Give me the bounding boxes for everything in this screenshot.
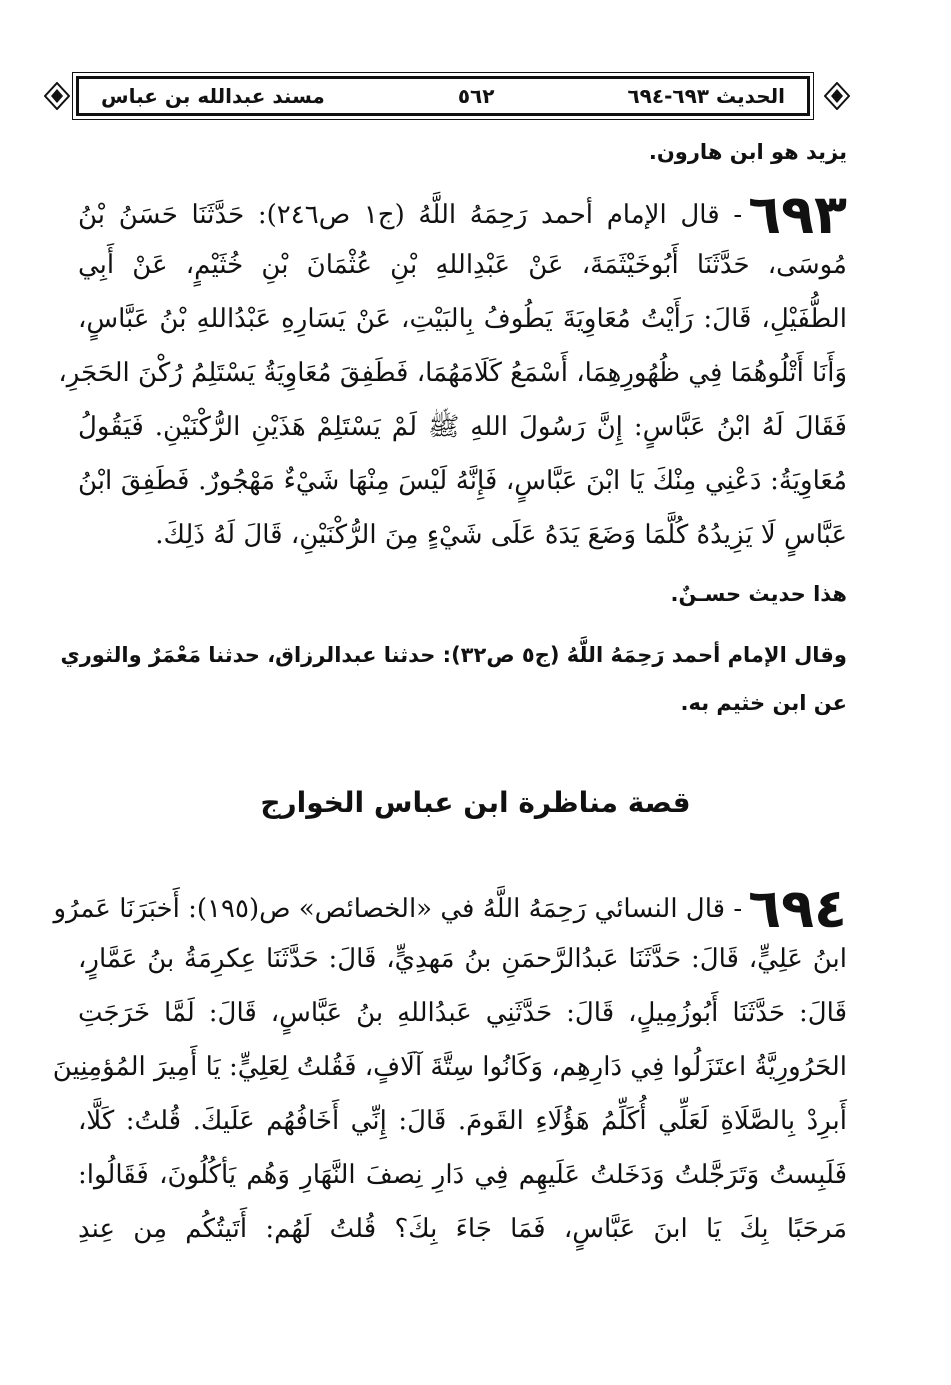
- header-book-title: مسند عبدالله بن عباس: [101, 84, 325, 108]
- hadith-693-line-7: عَبَّاسٍ لَا يَزِيدُهُ كُلَّمَا وَضَعَ يَدَهُ عَلَى شَيْءٍ مِنَ الرُّكْنَيْنِ، قَالَ لَهُ ذَلِكَ.: [155, 520, 847, 550]
- running-header: [76, 76, 810, 116]
- header-hadith-range: الحديث ٦٩٣-٦٩٤: [627, 84, 785, 108]
- intro-note: يزيد هو ابن هارون.: [648, 140, 847, 164]
- hadith-694-line-7: مَرحَبًا بِكَ يَا ابنَ عَبَّاسٍ، فَمَا جَاءَ بِكَ؟ قُلتُ لَهُم: أَتَيتُكُم مِن عِندِ: [78, 1214, 847, 1244]
- hadith-693-line-1: - قال الإمام أحمد رَحِمَهُ اللَّهُ (ج١ ص٢٤٦): حَدَّثَنَا حَسَنُ بْنُ: [78, 200, 743, 230]
- hadith-693-number: ٦٩٣: [748, 183, 847, 246]
- hadith-694-line-1: - قال النسائي رَحِمَهُ اللَّهُ في «الخصائص» ص(١٩٥): أَخبَرَنَا عَمرُو: [53, 894, 743, 924]
- header-page-number: ٥٦٢: [457, 84, 495, 108]
- hadith-693-line-3: الطُّفَيْلِ، قَالَ: رَأَيْتُ مُعَاوِيَةَ يَطُوفُ بِالبَيْتِ، عَنْ يَسَارِهِ عَبْدُاللهِ بْنُ عَبَّاسٍ،: [78, 304, 847, 334]
- ornament-right-icon: [824, 82, 850, 110]
- hadith-694-line-5: أَبرِدْ بِالصَّلَاةِ لَعَلِّي أُكَلِّمُ هَؤُلَاءِ القَومَ. قَالَ: إِنِّي أَخَافُهُم عَلَيكَ. قُلتُ: كَلَّا،: [78, 1106, 847, 1136]
- hadith-694-line-2: ابنُ عَلِيٍّ، قَالَ: حَدَّثَنَا عَبدُالرَّحمَنِ بنُ مَهدِيٍّ، قَالَ: حَدَّثَنَا عِكرِمَةُ بنُ عَمَّارٍ،: [78, 944, 847, 974]
- hadith-693-line-6: مُعَاوِيَةُ: دَعْنِي مِنْكَ يَا ابْنَ عَبَّاسٍ، فَإِنَّهُ لَيْسَ مِنْهَا شَيْءٌ مَهْجُورٌ. فَطَفِقَ ابْنُ: [78, 466, 847, 496]
- hadith-693-line-2: مُوسَى، حَدَّثَنَا أَبُوخَيْثَمَةَ، عَنْ عَبْدِاللهِ بْنِ عُثْمَانَ بْنِ خُثَيْمٍ، عَنْ أَبِي: [78, 250, 847, 280]
- ornament-left-icon: [44, 82, 70, 110]
- hadith-693-note-line-2: عن ابن خثيم به.: [680, 691, 847, 715]
- hadith-693-note-line-1: وقال الإمام أحمد رَحِمَهُ اللَّهُ (ج٥ ص٣٢): حدثنا عبدالرزاق، حدثنا مَعْمَرٌ والثوري: [60, 643, 847, 667]
- hadith-694-line-6: فَلَبِستُ وَتَرَجَّلتُ وَدَخَلتُ عَلَيهِم فِي دَارِ نِصفَ النَّهَارِ وَهُم يَأكُلُونَ، فَقَالُوا:: [78, 1160, 847, 1190]
- hadith-693-first-line: [78, 183, 847, 246]
- hadith-694-line-3: قَالَ: حَدَّثَنَا أَبُوزُمِيلٍ، قَالَ: حَدَّثَنِي عَبدُاللهِ بنُ عَبَّاسٍ، قَالَ: لَمَّا خَرَجَتِ: [78, 998, 847, 1028]
- hadith-694-line-4: الحَرُورِيَّةُ اعتَزَلُوا فِي دَارِهِم، وَكَانُوا سِتَّةَ آلَافٍ، فَقُلتُ لِعَلِيٍّ: يَا أَمِيرَ المُؤمِنِينَ: [52, 1052, 847, 1082]
- hadith-694-first-line: [53, 877, 847, 940]
- hadith-693-line-5: فَقَالَ لَهُ ابْنُ عَبَّاسٍ: إِنَّ رَسُولَ اللهِ ﷺ لَمْ يَسْتَلِمْ هَذَيْنِ الرُّكْنَيْنِ. فَيَقُولُ: [78, 412, 847, 442]
- hadith-693-line-4: وَأَنَا أَتْلُوهُمَا فِي ظُهُورِهِمَا، أَسْمَعُ كَلَامَهُمَا، فَطَفِقَ مُعَاوِيَةُ يَسْتَلِمُ رُكْنَ الحَجَرِ،: [58, 358, 847, 388]
- hadith-694-number: ٦٩٤: [748, 877, 847, 940]
- hadith-693-grade: هذا حديث حسـنٌ.: [670, 582, 847, 606]
- section-title: قصة مناظرة ابن عباس الخوارج: [260, 786, 691, 819]
